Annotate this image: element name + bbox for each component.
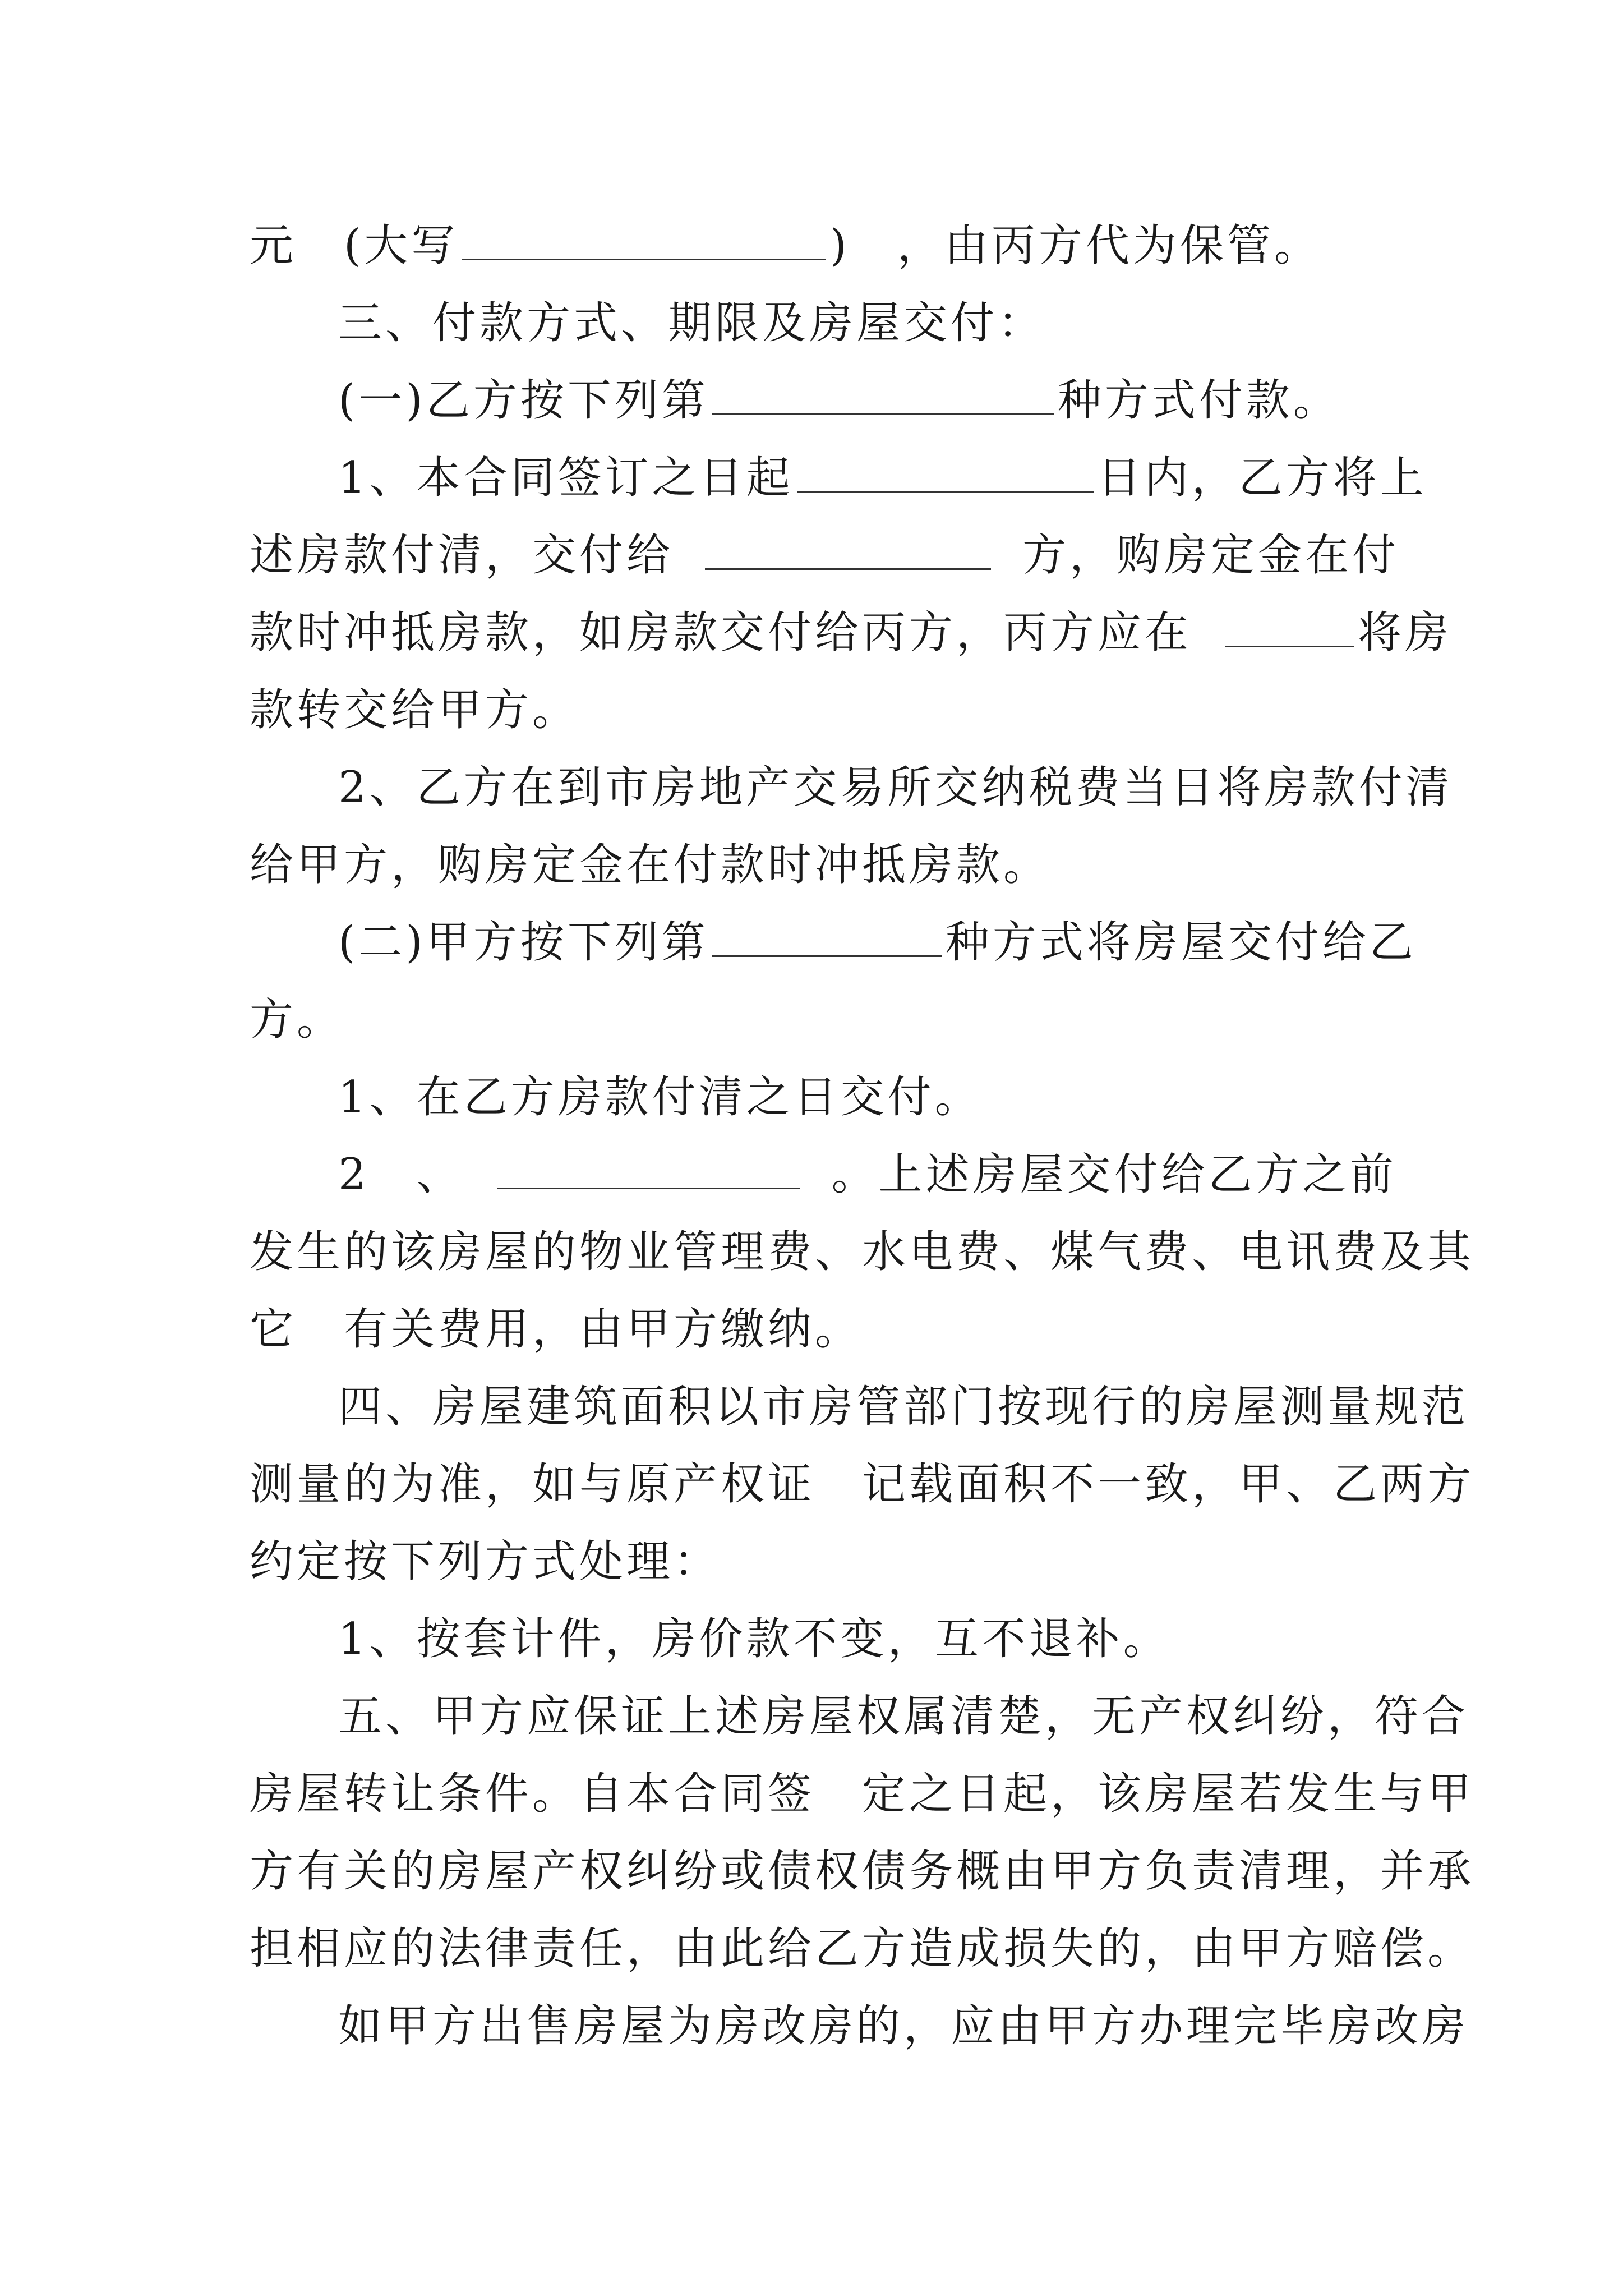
line-text: 三、付款方式、期限及房屋交付：	[338, 298, 1045, 348]
text-line-12	[250, 1066, 1482, 1128]
line-text: 方。	[250, 995, 344, 1045]
line-text: 将房	[1358, 608, 1453, 658]
line-text: 如甲方出售房屋为房改房的，应由甲方办理完毕房改房	[338, 2001, 1469, 2051]
line-text: 2 、	[338, 1149, 464, 1200]
line-text: 1、在乙方房款付清之日交付。	[338, 1072, 982, 1122]
line-text: 方，购房定金在付	[1022, 530, 1400, 581]
fill-in-blank	[497, 1153, 800, 1189]
text-line-11	[250, 989, 1394, 1051]
text-line-3	[250, 370, 1482, 431]
fill-in-blank	[705, 533, 991, 570]
text-line-18	[250, 1531, 1394, 1593]
line-text: 房屋转让条件。自本合同签 定之日起，该房屋若发生与甲	[250, 1769, 1475, 1819]
text-line-15	[250, 1299, 1394, 1360]
line-text: 日内，乙方将上	[1097, 453, 1427, 503]
text-line-9	[250, 834, 1394, 896]
text-line-14	[250, 1221, 1475, 1283]
text-line-16	[250, 1376, 1482, 1438]
line-text: 它 有关费用，由甲方缴纳。	[250, 1304, 863, 1355]
line-text: 2、乙方在到市房地产交易所交纳税费当日将房款付清	[338, 762, 1453, 813]
fill-in-blank	[462, 224, 826, 260]
line-text: 给甲方，购房定金在付款时冲抵房款。	[250, 840, 1051, 890]
fill-in-blank	[797, 456, 1094, 493]
line-text: 。上述房屋交付给乙方之前	[831, 1149, 1397, 1200]
text-line-4	[250, 447, 1482, 509]
line-text: 四、房屋建筑面积以市房管部门按现行的房屋测量规范	[338, 1382, 1469, 1432]
line-text: 发生的该房屋的物业管理费、水电费、煤气费、电讯费及其	[250, 1227, 1475, 1277]
text-line-19	[250, 1608, 1482, 1670]
text-line-7	[250, 679, 1394, 741]
text-line-8	[250, 757, 1482, 818]
fill-in-blank	[712, 379, 1054, 415]
text-line-17	[250, 1453, 1475, 1515]
line-text: ) ，由丙方代为保管。	[829, 220, 1321, 271]
text-line-13	[250, 1144, 1482, 1205]
line-text: 种方式将房屋交付给乙	[945, 917, 1417, 968]
line-text: 约定按下列方式处理：	[250, 1536, 721, 1587]
line-text: 方有关的房屋产权纠纷或债权债务概由甲方负责清理，并承	[250, 1846, 1475, 1897]
line-text: 款时冲抵房款，如房款交付给丙方，丙方应在	[250, 608, 1192, 658]
line-text: 述房款付清，交付给	[250, 530, 674, 581]
text-line-6	[250, 602, 1453, 664]
text-line-2	[250, 292, 1482, 354]
fill-in-blank	[712, 921, 942, 957]
text-line-21	[250, 1763, 1475, 1825]
fill-in-blank	[1225, 611, 1354, 647]
line-text: 种方式付款。	[1057, 375, 1340, 426]
text-line-20	[250, 1686, 1482, 1747]
line-text: 测量的为准，如与原产权证 记载面积不一致，甲、乙两方	[250, 1459, 1475, 1510]
line-text: (一)乙方按下列第	[338, 375, 709, 426]
text-line-10	[250, 912, 1482, 973]
text-line-1	[250, 215, 1394, 277]
text-line-22	[250, 1841, 1475, 1902]
line-text: 担相应的法律责任，由此给乙方造成损失的，由甲方赔偿。	[250, 1924, 1475, 1974]
line-text: (二)甲方按下列第	[338, 917, 709, 968]
line-text: 元 (大写	[250, 220, 459, 271]
line-text: 五、甲方应保证上述房屋权属清楚，无产权纠纷，符合	[338, 1691, 1469, 1742]
line-text: 1、本合同签订之日起	[338, 453, 794, 503]
text-line-5	[250, 524, 1400, 586]
text-line-23	[250, 1918, 1475, 1980]
line-text: 1、按套计件，房价款不变，互不退补。	[338, 1614, 1170, 1664]
text-line-24	[250, 1995, 1482, 2057]
line-text: 款转交给甲方。	[250, 685, 580, 735]
